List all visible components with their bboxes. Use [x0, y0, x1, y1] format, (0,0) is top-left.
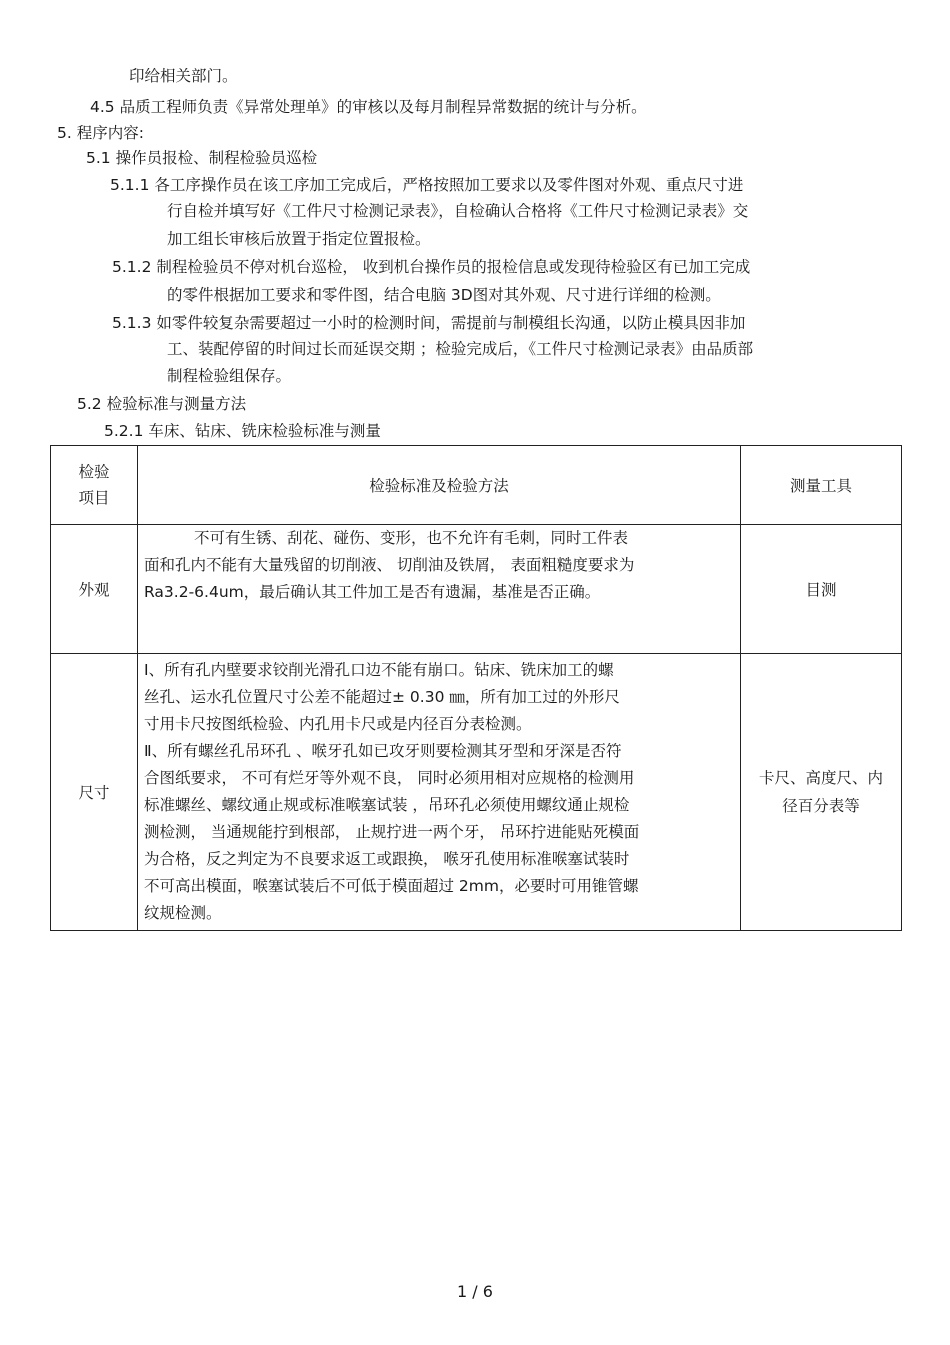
text-line: 5.1.3 如零件较复杂需要超过一小时的检测时间，需提前与制模组长沟通，以防止模具因非加 — [112, 314, 746, 332]
section-heading: 5. 程序内容: — [57, 124, 144, 142]
method-line: 纹规检测。 — [144, 904, 222, 922]
text-line: 的零件根据加工要求和零件图，结合电脑 3D图对其外观、尺寸进行详细的检测。 — [167, 286, 721, 304]
tool-cell — [741, 654, 902, 931]
text-line: 5.1.1 各工序操作员在该工序加工完成后，严格按照加工要求以及零件图对外观、重点尺寸进 — [110, 176, 744, 194]
header-tool-cell — [741, 446, 902, 525]
header-method-cell — [138, 446, 741, 525]
header-tool: 测量工具 — [789, 477, 852, 495]
method-line: 为合格，反之判定为不良要求返工或跟换， 喉牙孔使用标准喉塞试装时 — [144, 850, 630, 868]
method-line: 不可高出模面，喉塞试装后不可低于模面超过 2mm，必要时可用锥管螺 — [144, 877, 639, 895]
text-line: 5.1.2 制程检验员不停对机台巡检， 收到机台操作员的报检信息或发现待检验区有已加工完成 — [112, 258, 751, 276]
table-header-row — [51, 446, 902, 525]
method-cell — [138, 654, 741, 931]
text-line: 印给相关部门。 — [129, 67, 238, 85]
header-item-cell — [51, 446, 138, 525]
text-line: 工、装配停留的时间过长而延误交期 ；检验完成后，《工件尺寸检测记录表》由品质部 — [167, 340, 754, 358]
item-label: 外观 — [78, 581, 110, 599]
subsection-heading: 5.1 操作员报检、制程检验员巡检 — [86, 149, 318, 167]
text-line: 加工组长审核后放置于指定位置报检。 — [167, 230, 431, 248]
method-line: Ⅱ、所有螺丝孔吊环孔 、喉牙孔如已攻牙则要检测其牙型和牙深是否符 — [144, 742, 622, 760]
text-line: 制程检验组保存。 — [167, 367, 292, 385]
page-number: 1 / 6 — [457, 1282, 493, 1301]
method-line: 不可有生锈、刮花、碰伤、变形，也不允许有毛刺，同时工件表 — [194, 529, 629, 547]
text-line: 行自检并填写好《工件尺寸检测记录表》，自检确认合格将《工件尺寸检测记录表》交 — [167, 202, 749, 220]
method-line: 测检测， 当通规能拧到根部， 止规拧进一两个牙， 吊环拧进能贴死模面 — [144, 823, 640, 841]
method-line: 合图纸要求， 不可有烂牙等外观不良， 同时必须用相对应规格的检测用 — [144, 769, 635, 787]
method-line: Ra3.2-6.4um，最后确认其工件加工是否有遗漏，基准是否正确。 — [144, 583, 601, 601]
header-item-line: 项目 — [78, 489, 110, 507]
tool-line: 卡尺、高度尺、内 — [758, 769, 883, 787]
item-cell — [51, 525, 138, 654]
method-line: 寸用卡尺按图纸检验、内孔用卡尺或是内径百分表检测。 — [144, 715, 532, 733]
method-line: 面和孔内不能有大量残留的切削液、 切削油及铁屑， 表面粗糙度要求为 — [144, 556, 635, 574]
tool-line: 径百分表等 — [782, 797, 860, 815]
inspection-table — [50, 445, 902, 931]
item-cell — [51, 654, 138, 931]
table-row — [51, 654, 902, 931]
method-cell — [138, 525, 741, 654]
header-item-line: 检验 — [78, 463, 110, 481]
method-line: 标准螺丝、螺纹通止规或标准喉塞试装 ，吊环孔必须使用螺纹通止规检 — [144, 796, 630, 814]
method-line: 丝孔、运水孔位置尺寸公差不能超过± 0.30 ㎜，所有加工过的外形尺 — [144, 688, 620, 706]
subsection-heading: 5.2 检验标准与测量方法 — [77, 395, 247, 413]
subsection-heading: 5.2.1 车床、钻床、铣床检验标准与测量 — [104, 422, 381, 440]
tool-cell — [741, 525, 902, 654]
header-method: 检验标准及检验方法 — [369, 477, 509, 495]
tool-label: 目测 — [805, 581, 837, 599]
text-line: 4.5 品质工程师负责《异常处理单》的审核以及每月制程异常数据的统计与分析。 — [90, 98, 647, 116]
item-label: 尺寸 — [78, 784, 110, 802]
method-line: Ⅰ、所有孔内壁要求铰削光滑孔口边不能有崩口。钻床、铣床加工的螺 — [144, 661, 614, 679]
table-row — [51, 525, 902, 654]
